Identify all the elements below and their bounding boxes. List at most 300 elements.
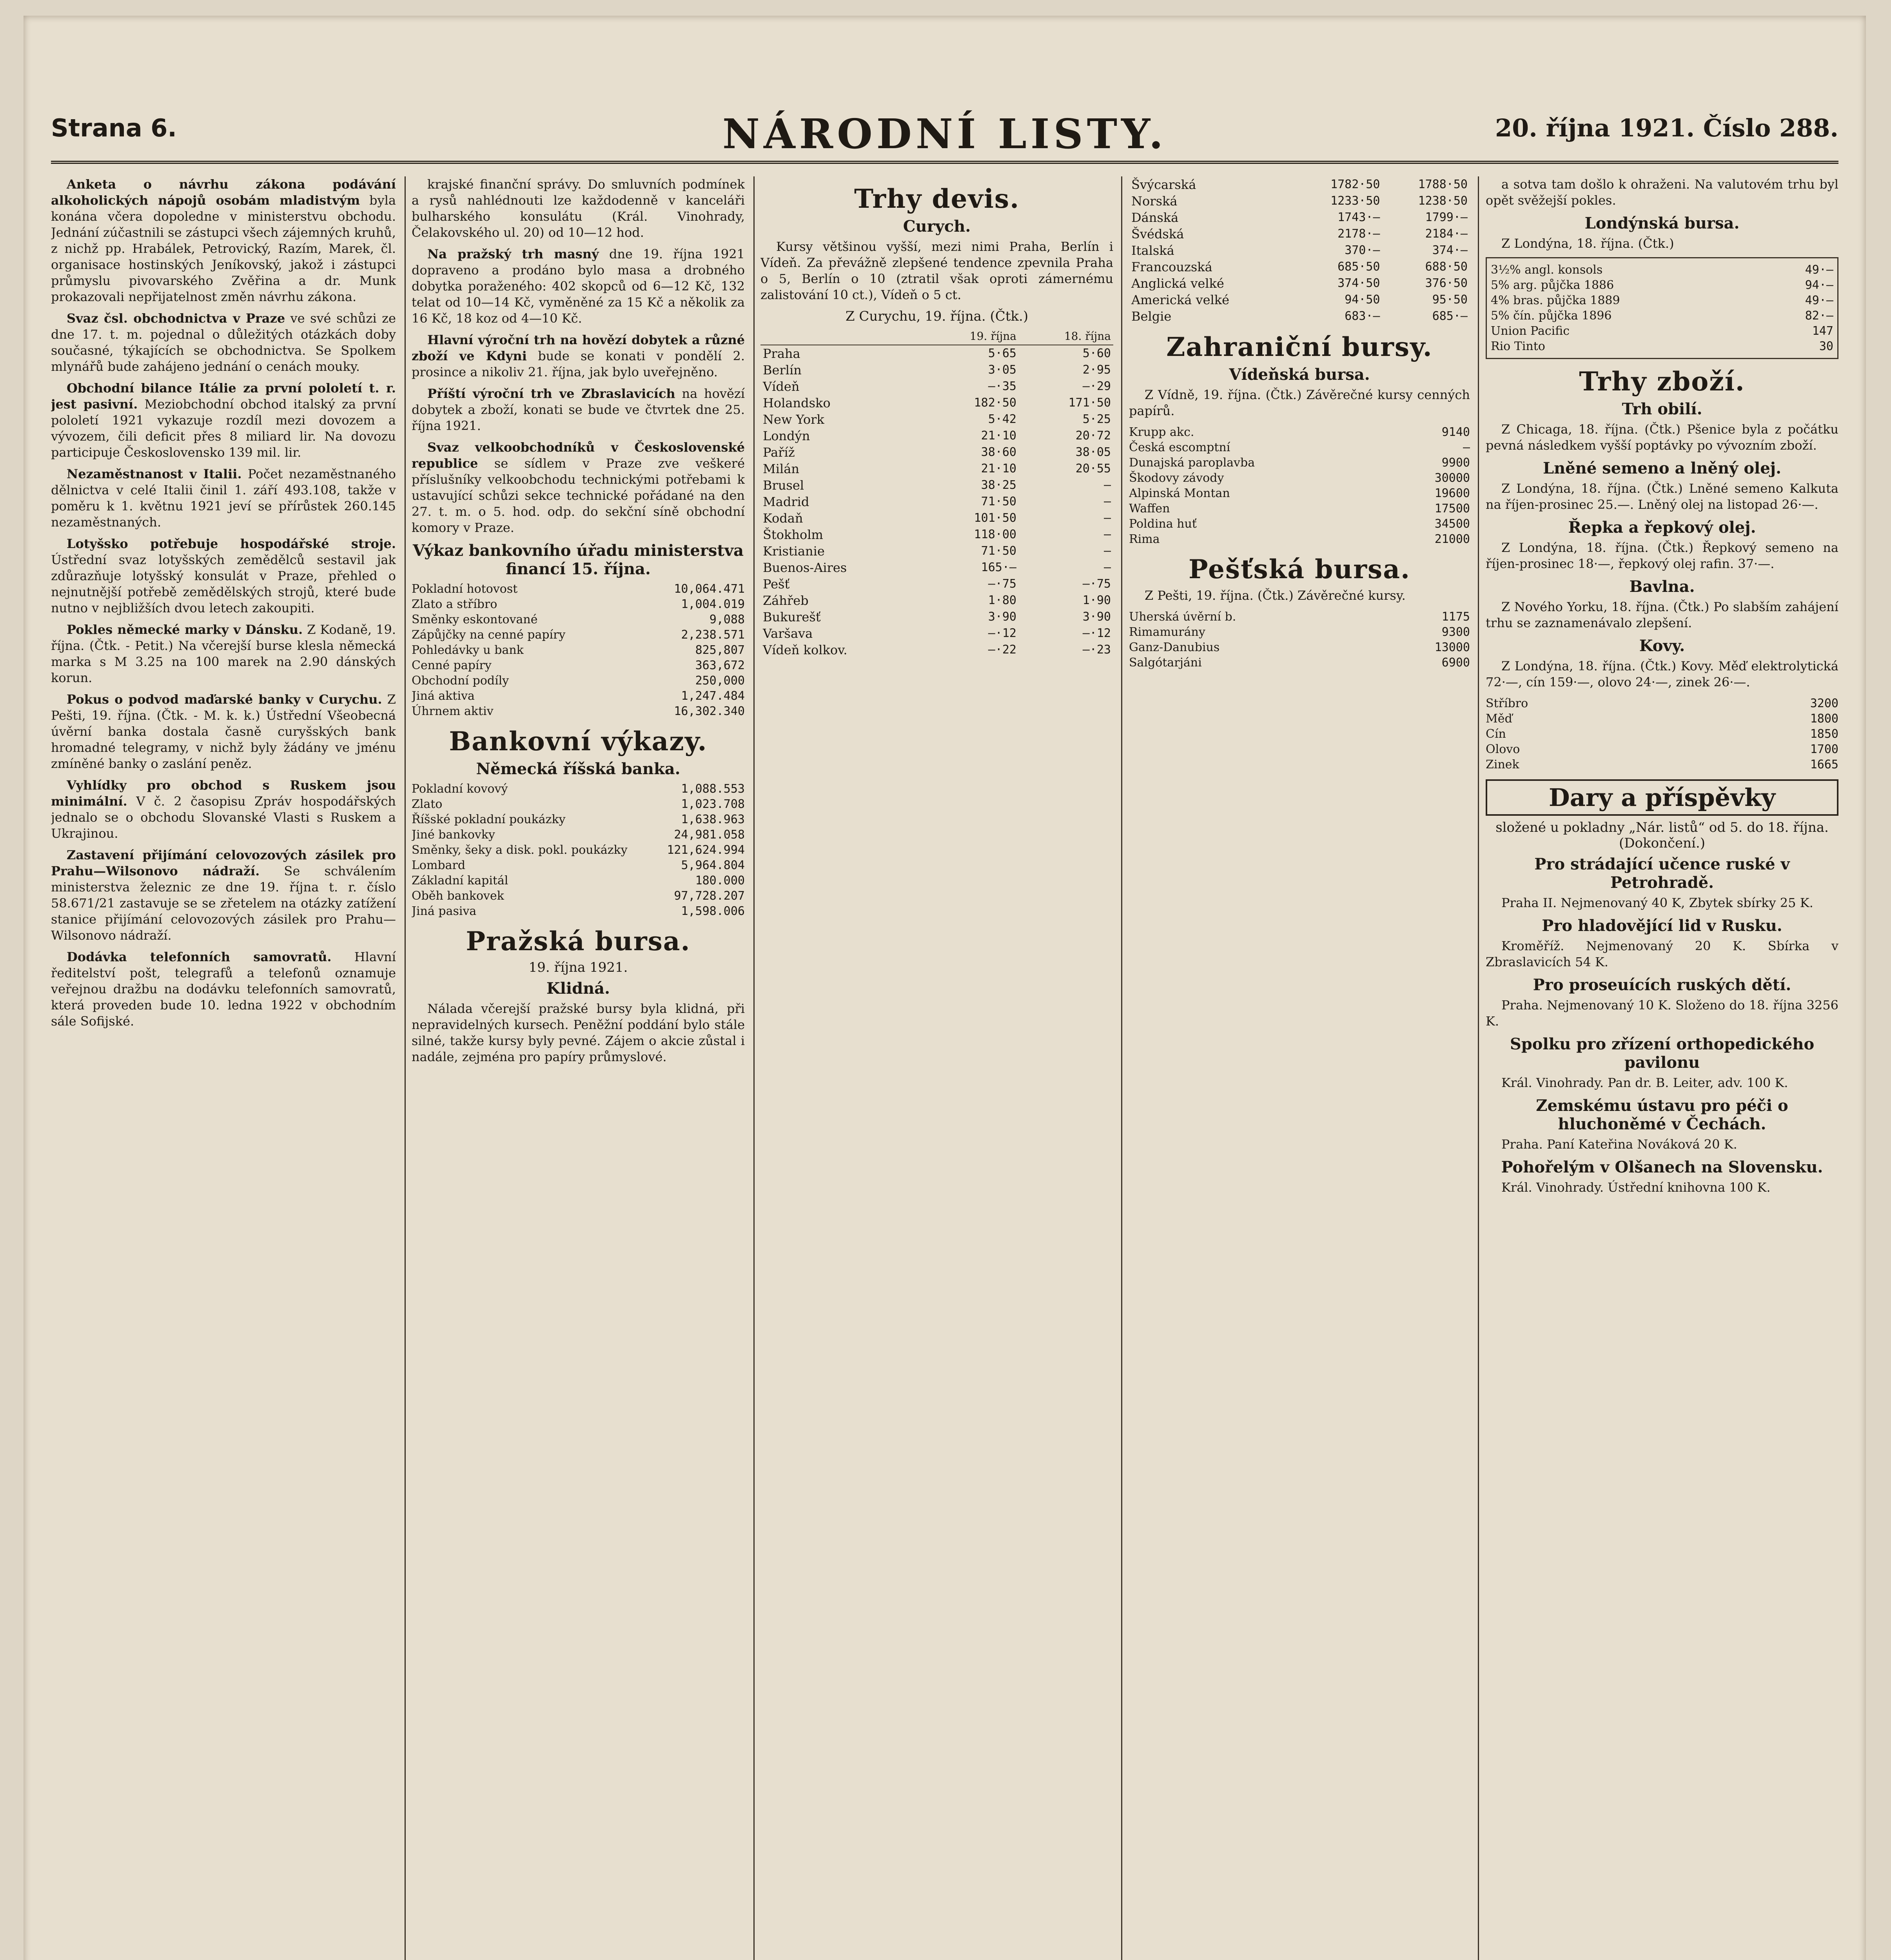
list-item — [1129, 440, 1470, 455]
value-cell: —·75 — [988, 577, 1016, 591]
item-value: 825,807 — [695, 643, 745, 657]
item-heading: Pohořelým v Olšanech na Slovensku. — [1501, 1158, 1823, 1176]
item-value: 9140 — [1441, 425, 1470, 439]
column-goods-gifts — [1486, 176, 1838, 1960]
item-label: Union Pacific — [1491, 324, 1570, 338]
value-cell: 95·50 — [1432, 293, 1468, 307]
item-value: 16,302.340 — [674, 704, 745, 718]
value-cell: 38·25 — [981, 478, 1016, 492]
bank-statement-list — [412, 581, 745, 719]
value-cell: — — [1103, 495, 1111, 508]
value-cell: —·22 — [988, 643, 1016, 657]
value-cell: — — [1103, 544, 1111, 558]
issue-date: 20. října 1921. Číslo 288. — [1495, 114, 1838, 142]
city-cell: Švýcarská — [1131, 177, 1196, 192]
article-lead: Vyhlídky pro obchod s Ruskem jsou minimální. — [51, 778, 396, 809]
table-row — [760, 592, 1113, 609]
city-cell: Dánská — [1131, 210, 1179, 225]
item-value: 17500 — [1434, 502, 1470, 515]
article — [412, 246, 745, 327]
gifts-subtitle: složené u pokladny „Nár. listů“ od 5. do 18. října. (Dokončení.) — [1495, 820, 1829, 851]
article-text: Se schválením ministerstva železnic ze dne 19. října t. r. číslo 58.671/21 zastavuje se se zřetelem na otázky zatížení stanice přijímání celovozových zásilek pro Prahu—Wilsonovo nádraží. — [51, 864, 396, 943]
city-cell: Madrid — [763, 494, 809, 509]
item-text: Z Londýna, 18. října. (Čtk.) Kovy. Měď elektrolytická 72·—, cín 159·—, olovo 24·—, zinek 26·—. — [1486, 659, 1838, 690]
section-heading: Londýnská bursa. — [1584, 214, 1740, 232]
article-lead: Anketa o návrhu zákona podávání alkoholických nápojů osobám mladistvým — [51, 177, 396, 208]
list-item — [1486, 757, 1838, 772]
list-item — [1491, 308, 1833, 323]
list-item — [412, 704, 745, 719]
section-heading: Pešťská bursa. — [1189, 554, 1410, 584]
article-lead: Pokles německé marky v Dánsku. — [67, 622, 303, 637]
value-cell: 1799·— — [1425, 211, 1468, 224]
section-heading: Výkaz bankovního úřadu ministerstva financí 15. října. — [412, 541, 744, 578]
article-lead: Svaz čsl. obchodnictva v Praze — [67, 311, 285, 326]
dateline: 19. října 1921. — [528, 960, 628, 975]
article-lead: Lotyšsko potřebuje hospodářské stroje. — [67, 536, 396, 551]
value-cell: 165·— — [981, 561, 1016, 574]
value-cell: 374·50 — [1337, 276, 1380, 290]
item-label: Škodovy závody — [1129, 471, 1224, 485]
item-text: Kroměříž. Nejmenovaný 20 K. Sbírka v Zbraslavicích 54 K. — [1486, 938, 1838, 969]
table-row — [760, 510, 1113, 526]
article-text: se sídlem v Praze zve veškeré příslušníky velkoobchodu technickými potřebami k ustavující schůzi sekce technické pořádané na den 27. t. m. o 5. hod. odp. do sekční síně obchodní komory v Praze. — [412, 456, 745, 535]
article-text: Z Londýna, 18. října. (Čtk.) — [1501, 236, 1674, 251]
list-item — [412, 858, 745, 873]
column-markets-bank — [412, 176, 745, 1960]
table-header: 19. října — [924, 328, 1019, 345]
city-cell: Štokholm — [763, 527, 823, 542]
city-cell: Varšava — [763, 626, 813, 641]
item-label: Měď — [1486, 712, 1512, 726]
list-item — [1491, 278, 1833, 293]
article-text: Meziobchodní obchod italský za první pololetí 1921 vykazuje rozdíl mezi dovozem a vývozem, čili deficit přes 8 miliard lir. Na dovozu participuje Československo 139 mil. lir. — [51, 397, 396, 460]
item-value: 1,598.006 — [681, 904, 745, 918]
item-label: Jiná pasiva — [412, 904, 477, 918]
item-text: Král. Vinohrady. Ústřední knihovna 100 K. — [1501, 1180, 1771, 1195]
city-cell: Berlín — [763, 363, 802, 377]
item-label: Cín — [1486, 727, 1506, 741]
value-cell: 1·90 — [1082, 593, 1111, 607]
list-item — [1486, 742, 1838, 757]
item-value: 97,728.207 — [674, 889, 745, 903]
article — [51, 310, 396, 375]
column-rule — [753, 176, 755, 1960]
item-heading: Lněné semeno a lněný olej. — [1543, 459, 1782, 477]
value-cell: 2184·— — [1425, 227, 1468, 241]
value-cell: 1743·— — [1337, 211, 1380, 224]
column-economic-news — [51, 176, 396, 1960]
item-value: 3200 — [1810, 697, 1838, 710]
city-cell: Buenos-Aires — [763, 560, 847, 575]
item-label: Jiná aktiva — [412, 689, 475, 703]
value-cell: 38·05 — [1075, 445, 1111, 459]
table-header: 18. října — [1019, 328, 1113, 345]
item-label: Pokladní kovový — [412, 782, 508, 796]
city-cell: Anglická velké — [1131, 276, 1224, 291]
value-cell: 5·25 — [1082, 412, 1111, 426]
table-row — [760, 362, 1113, 378]
item-value: 10,064.471 — [674, 582, 745, 596]
item-label: Zlato — [412, 797, 443, 811]
article — [412, 386, 745, 434]
table-row — [760, 411, 1113, 428]
list-item — [1129, 532, 1470, 547]
london-quotes-list — [1491, 262, 1833, 354]
article — [51, 536, 396, 616]
item-value: 9900 — [1441, 456, 1470, 470]
city-cell: Londýn — [763, 428, 810, 443]
table-row — [1129, 176, 1470, 193]
article — [412, 332, 745, 380]
item-value: 9,088 — [709, 613, 745, 626]
item-label: Oběh bankovek — [412, 889, 504, 903]
value-cell: 3·05 — [988, 363, 1016, 377]
list-item — [1486, 726, 1838, 742]
list-item — [1491, 293, 1833, 308]
table-row — [760, 625, 1113, 642]
newspaper-page — [24, 16, 1866, 1960]
article-text: krajské finanční správy. Do smluvních podmínek a rysů nahlédnouti lze každodenně v kanceláři bulharského konsulátu (Král. Vinohrady, Čelakovského ul. 20) od 10—12 hod. — [412, 177, 745, 240]
list-item — [412, 888, 745, 904]
item-value: 1,638.963 — [681, 813, 745, 826]
item-label: Dunajská paroplavba — [1129, 456, 1255, 470]
article — [412, 439, 745, 536]
item-heading: Kovy. — [1639, 637, 1685, 655]
value-cell: 683·— — [1345, 309, 1380, 323]
list-item — [412, 812, 745, 827]
section-subheading: Curych. — [903, 217, 971, 236]
item-label: Úhrnem aktiv — [412, 704, 494, 718]
city-cell: Americká velké — [1131, 292, 1230, 307]
column-rule — [1478, 176, 1479, 1960]
value-cell: 71·50 — [981, 544, 1016, 558]
value-cell: 374·— — [1432, 243, 1468, 257]
value-cell: 1·80 — [988, 593, 1016, 607]
gifts-title: Dary a příspěvky — [1486, 779, 1838, 816]
value-cell: — — [1103, 511, 1111, 525]
item-label: Jiné bankovky — [412, 828, 495, 842]
item-label: Zlato a stříbro — [412, 597, 497, 611]
table-row — [760, 559, 1113, 576]
value-cell: 38·60 — [981, 445, 1016, 459]
value-cell: 5·60 — [1082, 347, 1111, 360]
table-row — [1129, 259, 1470, 275]
value-cell: —·12 — [988, 626, 1016, 640]
city-cell: Švédská — [1131, 227, 1184, 241]
table-row — [760, 642, 1113, 658]
item-label: Pohledávky u bank — [412, 643, 524, 657]
item-label: Rimamurány — [1129, 625, 1205, 639]
list-item — [412, 642, 745, 658]
value-cell: 5·65 — [988, 347, 1016, 360]
list-item — [1129, 455, 1470, 470]
item-value: 9300 — [1441, 625, 1470, 639]
item-text: Z Londýna, 18. října. (Čtk.) Řepkový semeno na říjen-prosinec 18·—, řepkový olej rafin. 37·—. — [1486, 540, 1838, 571]
item-value: 13000 — [1434, 641, 1470, 654]
item-label: 4% bras. půjčka 1889 — [1491, 294, 1620, 307]
value-cell: 370·— — [1345, 243, 1380, 257]
item-value: 363,672 — [695, 659, 745, 672]
table-row — [760, 494, 1113, 510]
table-row — [1129, 193, 1470, 209]
value-cell: 1238·50 — [1418, 194, 1468, 208]
item-label: Zápůjčky na cenné papíry — [412, 628, 566, 642]
list-item — [1129, 609, 1470, 624]
city-cell: Holandsko — [763, 396, 831, 410]
section-subheading: Vídeňská bursa. — [1229, 365, 1370, 384]
table-row — [760, 543, 1113, 559]
article-text: Z Pešti, 19. října. (Čtk.) Závěrečné kursy. — [1145, 588, 1406, 603]
item-label: Krupp akc. — [1129, 425, 1194, 439]
city-cell: New York — [763, 412, 824, 427]
table-header-row — [760, 328, 1113, 345]
item-label: Obchodní podíly — [412, 674, 509, 688]
city-cell: Norská — [1131, 194, 1178, 209]
list-item — [412, 612, 745, 627]
value-cell: 171·50 — [1068, 396, 1111, 410]
item-value: 5,964.804 — [681, 858, 745, 872]
article — [51, 949, 396, 1029]
value-cell: 1233·50 — [1330, 194, 1380, 208]
article-text: a sotva tam došlo k ohraženi. Na valutovém trhu byl opět svěžejší pokles. — [1486, 177, 1838, 208]
article-text: V č. 2 časopisu Zpráv hospodářských jednalo se o obchodu Slovanské Vlasti s Ruskem a Ukrajinou. — [51, 794, 396, 841]
item-value: 24,981.058 — [674, 828, 745, 842]
item-label: Ganz-Danubius — [1129, 641, 1220, 654]
table-row — [1129, 226, 1470, 242]
item-label: Cenné papíry — [412, 659, 492, 672]
column-currency-markets — [760, 176, 1113, 1960]
goods-items — [1486, 459, 1838, 690]
article-text: Nálada včerejší pražské bursy byla klidná, při nepravidelných kursech. Peněžní poddání bylo stále silné, takže kursy byly pevné. Zájem o akcie zůstal i nadále, zejména pro papíry průmyslové. — [412, 1001, 745, 1064]
item-label: Waffen — [1129, 502, 1170, 515]
item-value: 121,624.994 — [667, 843, 745, 857]
column-rule — [1121, 176, 1122, 1960]
value-cell: 2·95 — [1082, 363, 1111, 377]
item-value: 30000 — [1434, 471, 1470, 485]
table-header-city — [760, 328, 924, 345]
item-label: Stříbro — [1486, 697, 1528, 710]
article-text: Z Vídně, 19. října. (Čtk.) Závěrečné kursy cenných papírů. — [1129, 387, 1470, 418]
article — [51, 380, 396, 461]
city-cell: Vídeň kolkov. — [763, 642, 848, 657]
city-cell: Praha — [763, 346, 800, 361]
item-label: Lombard — [412, 858, 466, 872]
reichsbank-list — [412, 781, 745, 919]
list-item — [1491, 262, 1833, 278]
value-cell: 1788·50 — [1418, 178, 1468, 191]
item-text: Z Londýna, 18. října. (Čtk.) Lněné semeno Kalkuta na říjen-prosinec 25.—. Lněný olej na listopad 26·—. — [1486, 481, 1838, 512]
article-text: Kursy většinou vyšší, mezi nimi Praha, Berlín i Vídeň. Za převážně zlepšené tendence zpevnila Praha o 5, Berlín o 10 (ztratil však oproti zámernému zalistování 10 ct.), Vídeň o 5 ct. — [760, 239, 1113, 302]
list-item — [1486, 696, 1838, 711]
item-value: 34500 — [1434, 517, 1470, 531]
value-cell: — — [1103, 528, 1111, 541]
column-rule — [405, 176, 406, 1960]
section-heading: Zahraniční bursy. — [1166, 332, 1433, 362]
list-item — [412, 904, 745, 919]
item-label: Rima — [1129, 532, 1160, 546]
article — [51, 466, 396, 530]
item-text: Praha. Nejmenovaný 10 K. Složeno do 18. října 3256 K. — [1486, 998, 1838, 1029]
item-heading: Zemskému ústavu pro péči o hluchoněmé v Čechách. — [1536, 1096, 1788, 1133]
city-cell: Belgie — [1131, 309, 1172, 324]
item-value: 1,004.019 — [681, 597, 745, 611]
article-lead: Obchodní bilance Itálie za první pololetí t. r. jest pasivní. — [51, 381, 396, 412]
city-cell: Francouzská — [1131, 260, 1212, 274]
table-row — [1129, 209, 1470, 226]
value-cell: 94·50 — [1345, 293, 1380, 307]
table-title: Z Curychu, 19. října. (Čtk.) — [845, 309, 1029, 324]
article-text: Z Pešti, 19. října. (Čtk. - M. k. k.) Ústřední Všeobecná úvěrní banka dostala časně curyšských bank hromadné telegramy, v nichž byly žádány ve jménu zmíněné banky o zaslání peněz. — [51, 692, 396, 771]
newspaper-title: NÁRODNÍ LISTY. — [722, 110, 1167, 158]
item-value: 1,088.553 — [681, 782, 745, 796]
item-text: Král. Vinohrady. Pan dr. B. Leiter, adv. 100 K. — [1501, 1075, 1788, 1090]
list-item — [1129, 640, 1470, 655]
list-item — [412, 688, 745, 704]
item-label: Česká escomptní — [1129, 441, 1230, 454]
value-cell: 376·50 — [1425, 276, 1468, 290]
item-heading: Pro strádající učence ruské v Petrohradě. — [1534, 855, 1790, 892]
section-subheading: Trh obilí. — [1622, 400, 1702, 418]
section-heading: Pražská bursa. — [466, 926, 691, 956]
article — [51, 777, 396, 842]
item-label: Salgótarjáni — [1129, 656, 1202, 670]
item-value: 1,023.708 — [681, 797, 745, 811]
table-row — [1129, 292, 1470, 308]
item-value: 49·— — [1805, 263, 1833, 277]
table-row — [760, 444, 1113, 461]
london-quotes-box — [1486, 257, 1838, 359]
list-item — [412, 781, 745, 797]
table-row — [1129, 308, 1470, 325]
metals-list — [1486, 696, 1838, 772]
list-item — [412, 581, 745, 597]
list-item — [412, 627, 745, 642]
item-value: 1175 — [1441, 610, 1470, 624]
value-cell: —·12 — [1082, 626, 1111, 640]
item-value: 1800 — [1810, 712, 1838, 726]
table-row — [760, 609, 1113, 625]
column-foreign-bourses — [1129, 176, 1470, 1960]
gifts-items — [1486, 855, 1838, 1196]
table-row — [1129, 242, 1470, 259]
list-item — [1129, 624, 1470, 640]
article-lead: Zastavení přijímání celovozových zásilek pro Prahu—Wilsonovo nádraží. — [51, 848, 396, 878]
list-item — [1129, 470, 1470, 486]
value-cell: 3·90 — [988, 610, 1016, 624]
value-cell: 688·50 — [1425, 260, 1468, 274]
value-cell: — — [1103, 478, 1111, 492]
article-text: byla konána včera dopoledne v ministerstvu obchodu. Jednání zúčastnili se zástupci všech zájemných kruhů, z nichž pp. Hrabálek, Petrovický, Razím, Marek, čl. organisace hostinských Jeníkovský, jakož i zástupci průmyslu pivovarského Zvěřina a dr. Munk prokazovali nepřijatelnost změn návrhu zákona. — [51, 193, 396, 304]
list-item — [1491, 339, 1833, 354]
article-text: na hovězí dobytek a zboží, konati se bude ve čtvrtek dne 25. října 1921. — [412, 386, 745, 433]
item-label: Uherská úvěrní b. — [1129, 610, 1236, 624]
city-cell: Milán — [763, 461, 799, 476]
table-row — [760, 345, 1113, 362]
item-value: 6900 — [1441, 656, 1470, 670]
value-cell: —·75 — [1082, 577, 1111, 591]
value-cell: —·29 — [1082, 379, 1111, 393]
value-cell: 1782·50 — [1330, 178, 1380, 191]
value-cell: —·23 — [1082, 643, 1111, 657]
item-label: Pokladní hotovost — [412, 582, 518, 596]
item-heading: Pro hladovějící lid v Rusku. — [1542, 916, 1782, 935]
article-text: Počet nezaměstnaného dělnictva v celé Italii činil 1. září 493.108, takže v poměru k 1. květnu 1921 jeví se přírůstek 260.145 nezaměstnaných. — [51, 466, 396, 530]
item-label: 5% arg. půjčka 1886 — [1491, 278, 1614, 292]
city-cell: Pešť — [763, 577, 790, 592]
masthead — [51, 110, 1838, 164]
list-item — [412, 673, 745, 688]
article-text: Hlavní ředitelství pošt, telegrafů a telefonů oznamuje veřejnou dražbu na dodávku telefonních samovratů, která proveden bude 10. ledna 1922 v obchodním sále Sofijské. — [51, 949, 396, 1029]
article-lead: Hlavní výroční trh na hovězí dobytek a různé zboží ve Kdyni — [412, 332, 745, 363]
item-label: Alpinská Montan — [1129, 486, 1230, 500]
article-lead: Svaz velkoobchodníků v Československé republice — [412, 440, 745, 471]
list-item — [1491, 323, 1833, 339]
item-label: 5% čín. půjčka 1896 — [1491, 309, 1612, 323]
item-value: 1700 — [1810, 742, 1838, 756]
item-heading: Pro proseuících ruských dětí. — [1533, 976, 1791, 994]
item-value: 21000 — [1434, 532, 1470, 546]
article-text: Z Chicaga, 18. října. (Čtk.) Pšenice byla z počátku pevná následkem vyšší poptávky po vývozním zboží. — [1486, 422, 1838, 453]
value-cell: 101·50 — [974, 511, 1016, 525]
value-cell: 118·00 — [974, 528, 1016, 541]
item-label: Základní kapitál — [412, 874, 508, 887]
city-cell: Brusel — [763, 478, 804, 493]
city-cell: Záhřeb — [763, 593, 809, 608]
item-value: — — [1463, 441, 1470, 454]
table-row — [760, 477, 1113, 494]
article-text: bude se konati v pondělí 2. prosince a nikoliv 21. října, jak bylo uveřejněno. — [412, 348, 745, 379]
city-cell: Paříž — [763, 445, 795, 460]
item-value: 1,247.484 — [681, 689, 745, 703]
item-value: 19600 — [1434, 486, 1470, 500]
item-text: Praha. Paní Kateřina Nováková 20 K. — [1501, 1137, 1737, 1152]
article — [51, 691, 396, 772]
article — [51, 622, 396, 686]
section-heading: Trhy devis. — [854, 183, 1020, 214]
item-value: 1665 — [1810, 758, 1838, 771]
item-label: Rio Tinto — [1491, 339, 1545, 353]
list-item — [412, 597, 745, 612]
exchange-rates-table — [760, 328, 1113, 658]
article-lead: Příští výroční trh ve Zbraslavicích — [427, 386, 675, 401]
list-item — [1129, 655, 1470, 670]
list-item — [412, 827, 745, 842]
article-text: ve své schůzi ze dne 17. t. m. pojednal o důležitých otázkách doby současné, týkajících se obchodnictva. Se Spolkem mlynářů bude zahájeno jednání o cenách mouky. — [51, 311, 396, 374]
section-subheading: Klidná. — [546, 979, 610, 998]
page-number: Strana 6. — [51, 114, 177, 142]
article-lead: Na pražský trh masný — [427, 247, 599, 261]
table-row — [760, 576, 1113, 592]
list-item — [412, 797, 745, 812]
value-cell: — — [1103, 561, 1111, 574]
list-item — [1129, 486, 1470, 501]
city-cell: Vídeň — [763, 379, 800, 394]
article-lead: Pokus o podvod maďarské banky v Curychu. — [67, 692, 382, 707]
article-lead: Dodávka telefonních samovratů. — [67, 949, 332, 964]
city-cell: Kristianie — [763, 544, 825, 559]
value-cell: 5·42 — [988, 412, 1016, 426]
city-cell: Bukurešť — [763, 610, 821, 624]
item-text: Praha II. Nejmenovaný 40 K, Zbytek sbírky 25 K. — [1501, 895, 1813, 910]
value-cell: 685·50 — [1337, 260, 1380, 274]
item-label: 3½% angl. konsols — [1491, 263, 1603, 277]
table-row — [760, 378, 1113, 395]
item-value: 82·— — [1805, 309, 1833, 323]
item-value: 147 — [1812, 324, 1833, 338]
item-value: 180.000 — [695, 874, 745, 887]
item-value: 2,238.571 — [681, 628, 745, 642]
